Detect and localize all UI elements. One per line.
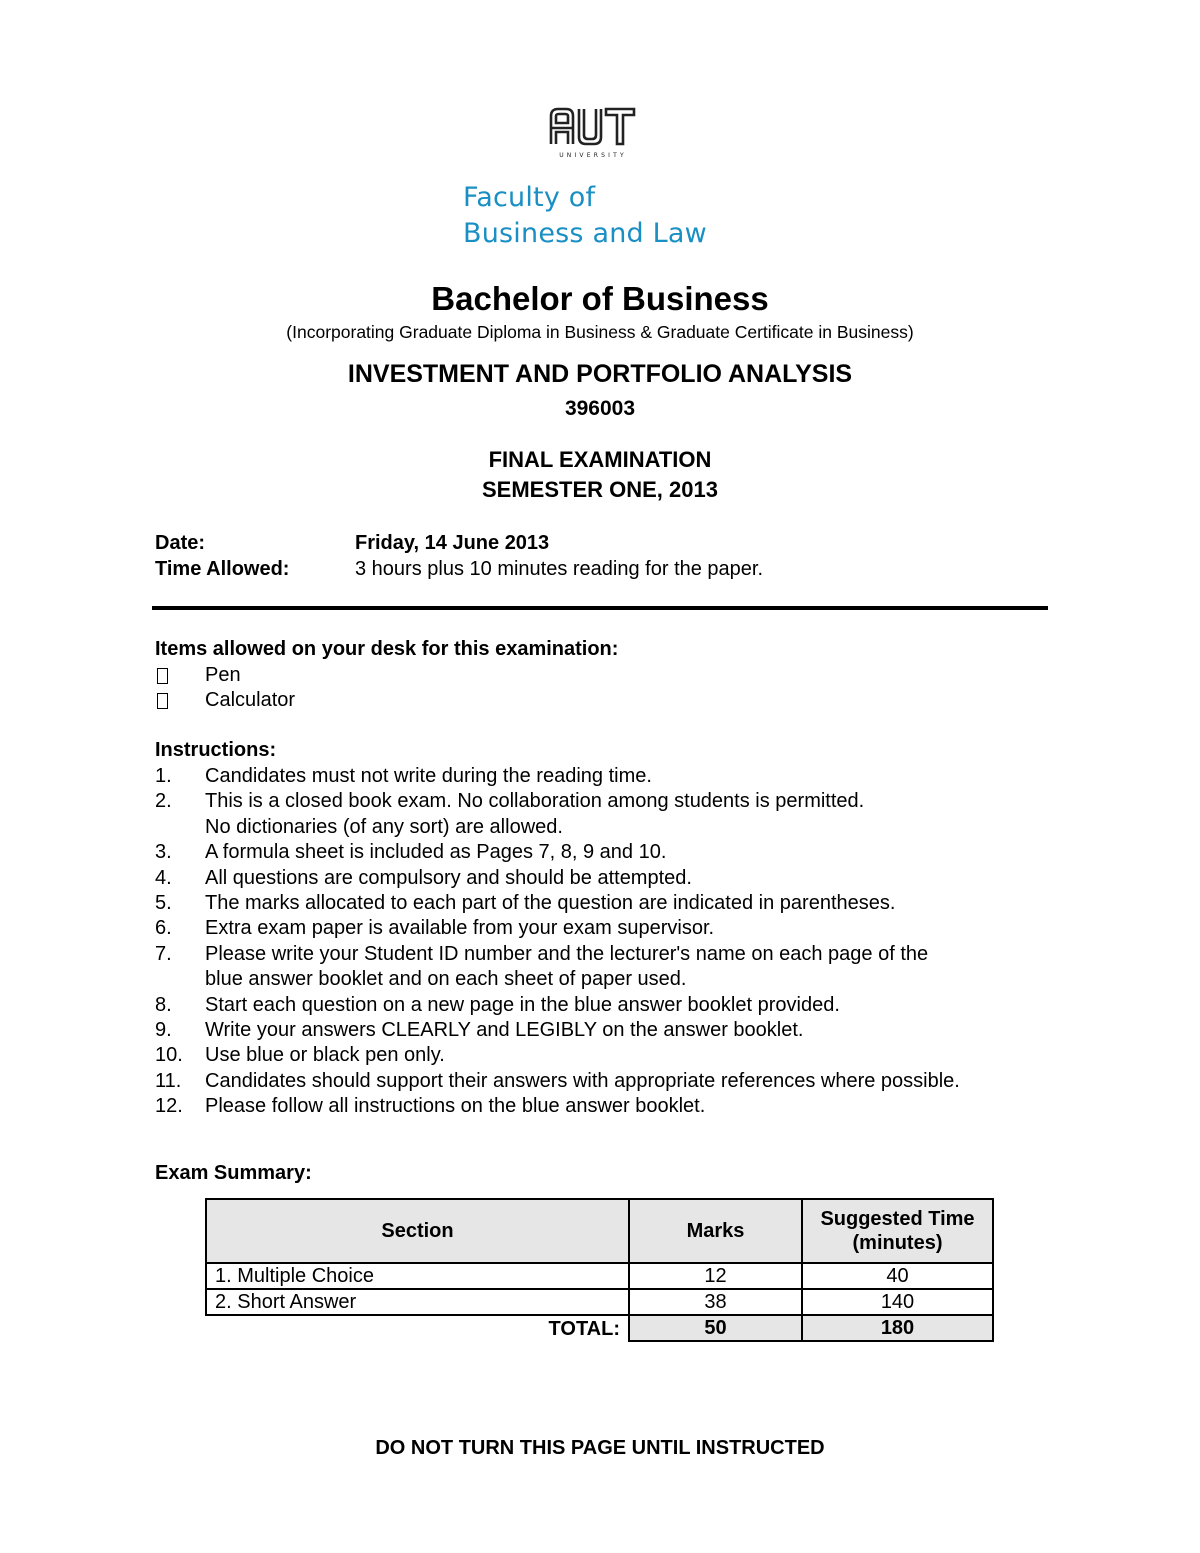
- table-row: [206, 1289, 993, 1315]
- date-label: Date:: [155, 532, 206, 554]
- faculty-name: [463, 180, 707, 252]
- item-text: Candidates must not write during the reading time.: [205, 765, 652, 787]
- list-item: [155, 916, 960, 941]
- table-header-row: [206, 1199, 993, 1263]
- divider-rule: [152, 606, 1048, 610]
- degree-title: Bachelor of Business: [431, 280, 769, 317]
- column-header-time-line1: Suggested Time: [820, 1208, 975, 1230]
- list-item: [155, 815, 960, 840]
- section-cell: 1. Multiple Choice: [206, 1263, 629, 1289]
- marks-cell: 12: [629, 1263, 802, 1289]
- column-header-marks: Marks: [629, 1199, 802, 1263]
- footer-notice: DO NOT TURN THIS PAGE UNTIL INSTRUCTED: [375, 1437, 825, 1459]
- list-item: [155, 789, 960, 814]
- item-number: 4.: [155, 866, 172, 889]
- item-number: 2.: [155, 790, 172, 813]
- list-item: [155, 1018, 960, 1043]
- item-text: No dictionaries (of any sort) are allowed.: [205, 815, 563, 838]
- list-item: [155, 840, 960, 865]
- list-item: [155, 688, 295, 713]
- exam-type: FINAL EXAMINATION: [488, 447, 712, 472]
- item-text: Extra exam paper is available from your exam supervisor.: [205, 917, 715, 940]
- faculty-line-2: Business and Law: [463, 218, 707, 249]
- svg-text:UNIVERSITY: UNIVERSITY: [559, 152, 627, 159]
- course-code: 396003: [564, 397, 636, 420]
- time-cell: 40: [802, 1263, 993, 1289]
- list-item: [155, 866, 960, 891]
- aut-university-logo: [548, 104, 638, 160]
- item-number: 10.: [155, 1044, 183, 1067]
- item-text: All questions are compulsory and should be attempted.: [205, 866, 692, 889]
- list-item: [155, 967, 960, 992]
- item-number: 5.: [155, 892, 172, 915]
- list-item: [155, 993, 960, 1018]
- list-item: [155, 942, 960, 967]
- item-text: Calculator: [205, 689, 296, 712]
- item-number: 11.: [155, 1069, 182, 1092]
- item-text: Pen: [205, 664, 241, 686]
- item-number: 1.: [155, 765, 172, 787]
- time-cell: 140: [802, 1289, 993, 1315]
- instructions-heading: Instructions:: [155, 739, 277, 761]
- item-number: 8.: [155, 993, 172, 1016]
- exam-summary-table: [205, 1198, 994, 1342]
- faculty-line-1: Faculty of: [463, 182, 596, 213]
- item-text: Use blue or black pen only.: [205, 1044, 445, 1067]
- column-header-time: [802, 1199, 993, 1263]
- total-label: TOTAL:: [206, 1315, 629, 1341]
- exam-summary-heading: Exam Summary:: [155, 1162, 312, 1184]
- item-text: Write your answers CLEARLY and LEGIBLY on the answer booklet.: [205, 1019, 804, 1042]
- item-number: 9.: [155, 1019, 172, 1042]
- list-item: [155, 1094, 960, 1119]
- time-label: Time Allowed:: [155, 558, 290, 580]
- table-total-row: [206, 1315, 993, 1341]
- list-item: [155, 1043, 960, 1068]
- item-number: 3.: [155, 841, 172, 864]
- column-header-time-line2: (minutes): [852, 1232, 943, 1254]
- item-text: blue answer booklet and on each sheet of paper used.: [205, 968, 687, 991]
- exam-semester: SEMESTER ONE, 2013: [482, 477, 718, 502]
- item-text: Candidates should support their answers with appropriate references where possible.: [205, 1069, 960, 1092]
- list-item: [155, 1069, 960, 1094]
- column-header-section: Section: [206, 1199, 629, 1263]
- item-text: This is a closed book exam. No collaboration among students is permitted.: [205, 790, 865, 813]
- items-allowed-list: [155, 663, 295, 714]
- item-text: Start each question on a new page in the blue answer booklet provided.: [205, 993, 840, 1016]
- checkbox-bullet-icon: [155, 688, 168, 716]
- item-text: Please write your Student ID number and the lecturer's name on each page of the: [205, 942, 929, 965]
- date-value: Friday, 14 June 2013: [355, 532, 550, 554]
- items-allowed-heading: Items allowed on your desk for this examination:: [155, 638, 619, 660]
- instructions-list: [155, 764, 960, 1120]
- list-item: [155, 663, 295, 688]
- item-number: 12.: [155, 1095, 183, 1118]
- item-text: Please follow all instructions on the blue answer booklet.: [205, 1095, 706, 1118]
- list-item: [155, 764, 960, 789]
- time-value: 3 hours plus 10 minutes reading for the paper.: [355, 558, 764, 580]
- total-marks: 50: [629, 1315, 802, 1341]
- course-title: INVESTMENT AND PORTFOLIO ANALYSIS: [347, 360, 853, 388]
- total-time: 180: [802, 1315, 993, 1341]
- section-cell: 2. Short Answer: [206, 1289, 629, 1315]
- item-number: 7.: [155, 942, 172, 965]
- item-number: 6.: [155, 917, 172, 940]
- item-text: The marks allocated to each part of the question are indicated in parentheses.: [205, 892, 896, 915]
- item-text: A formula sheet is included as Pages 7, 8, 9 and 10.: [205, 841, 667, 864]
- degree-subtitle: (Incorporating Graduate Diploma in Business & Graduate Certificate in Business): [286, 322, 914, 342]
- checkbox-bullet-icon: [155, 663, 168, 691]
- table-row: [206, 1263, 993, 1289]
- marks-cell: 38: [629, 1289, 802, 1315]
- list-item: [155, 891, 960, 916]
